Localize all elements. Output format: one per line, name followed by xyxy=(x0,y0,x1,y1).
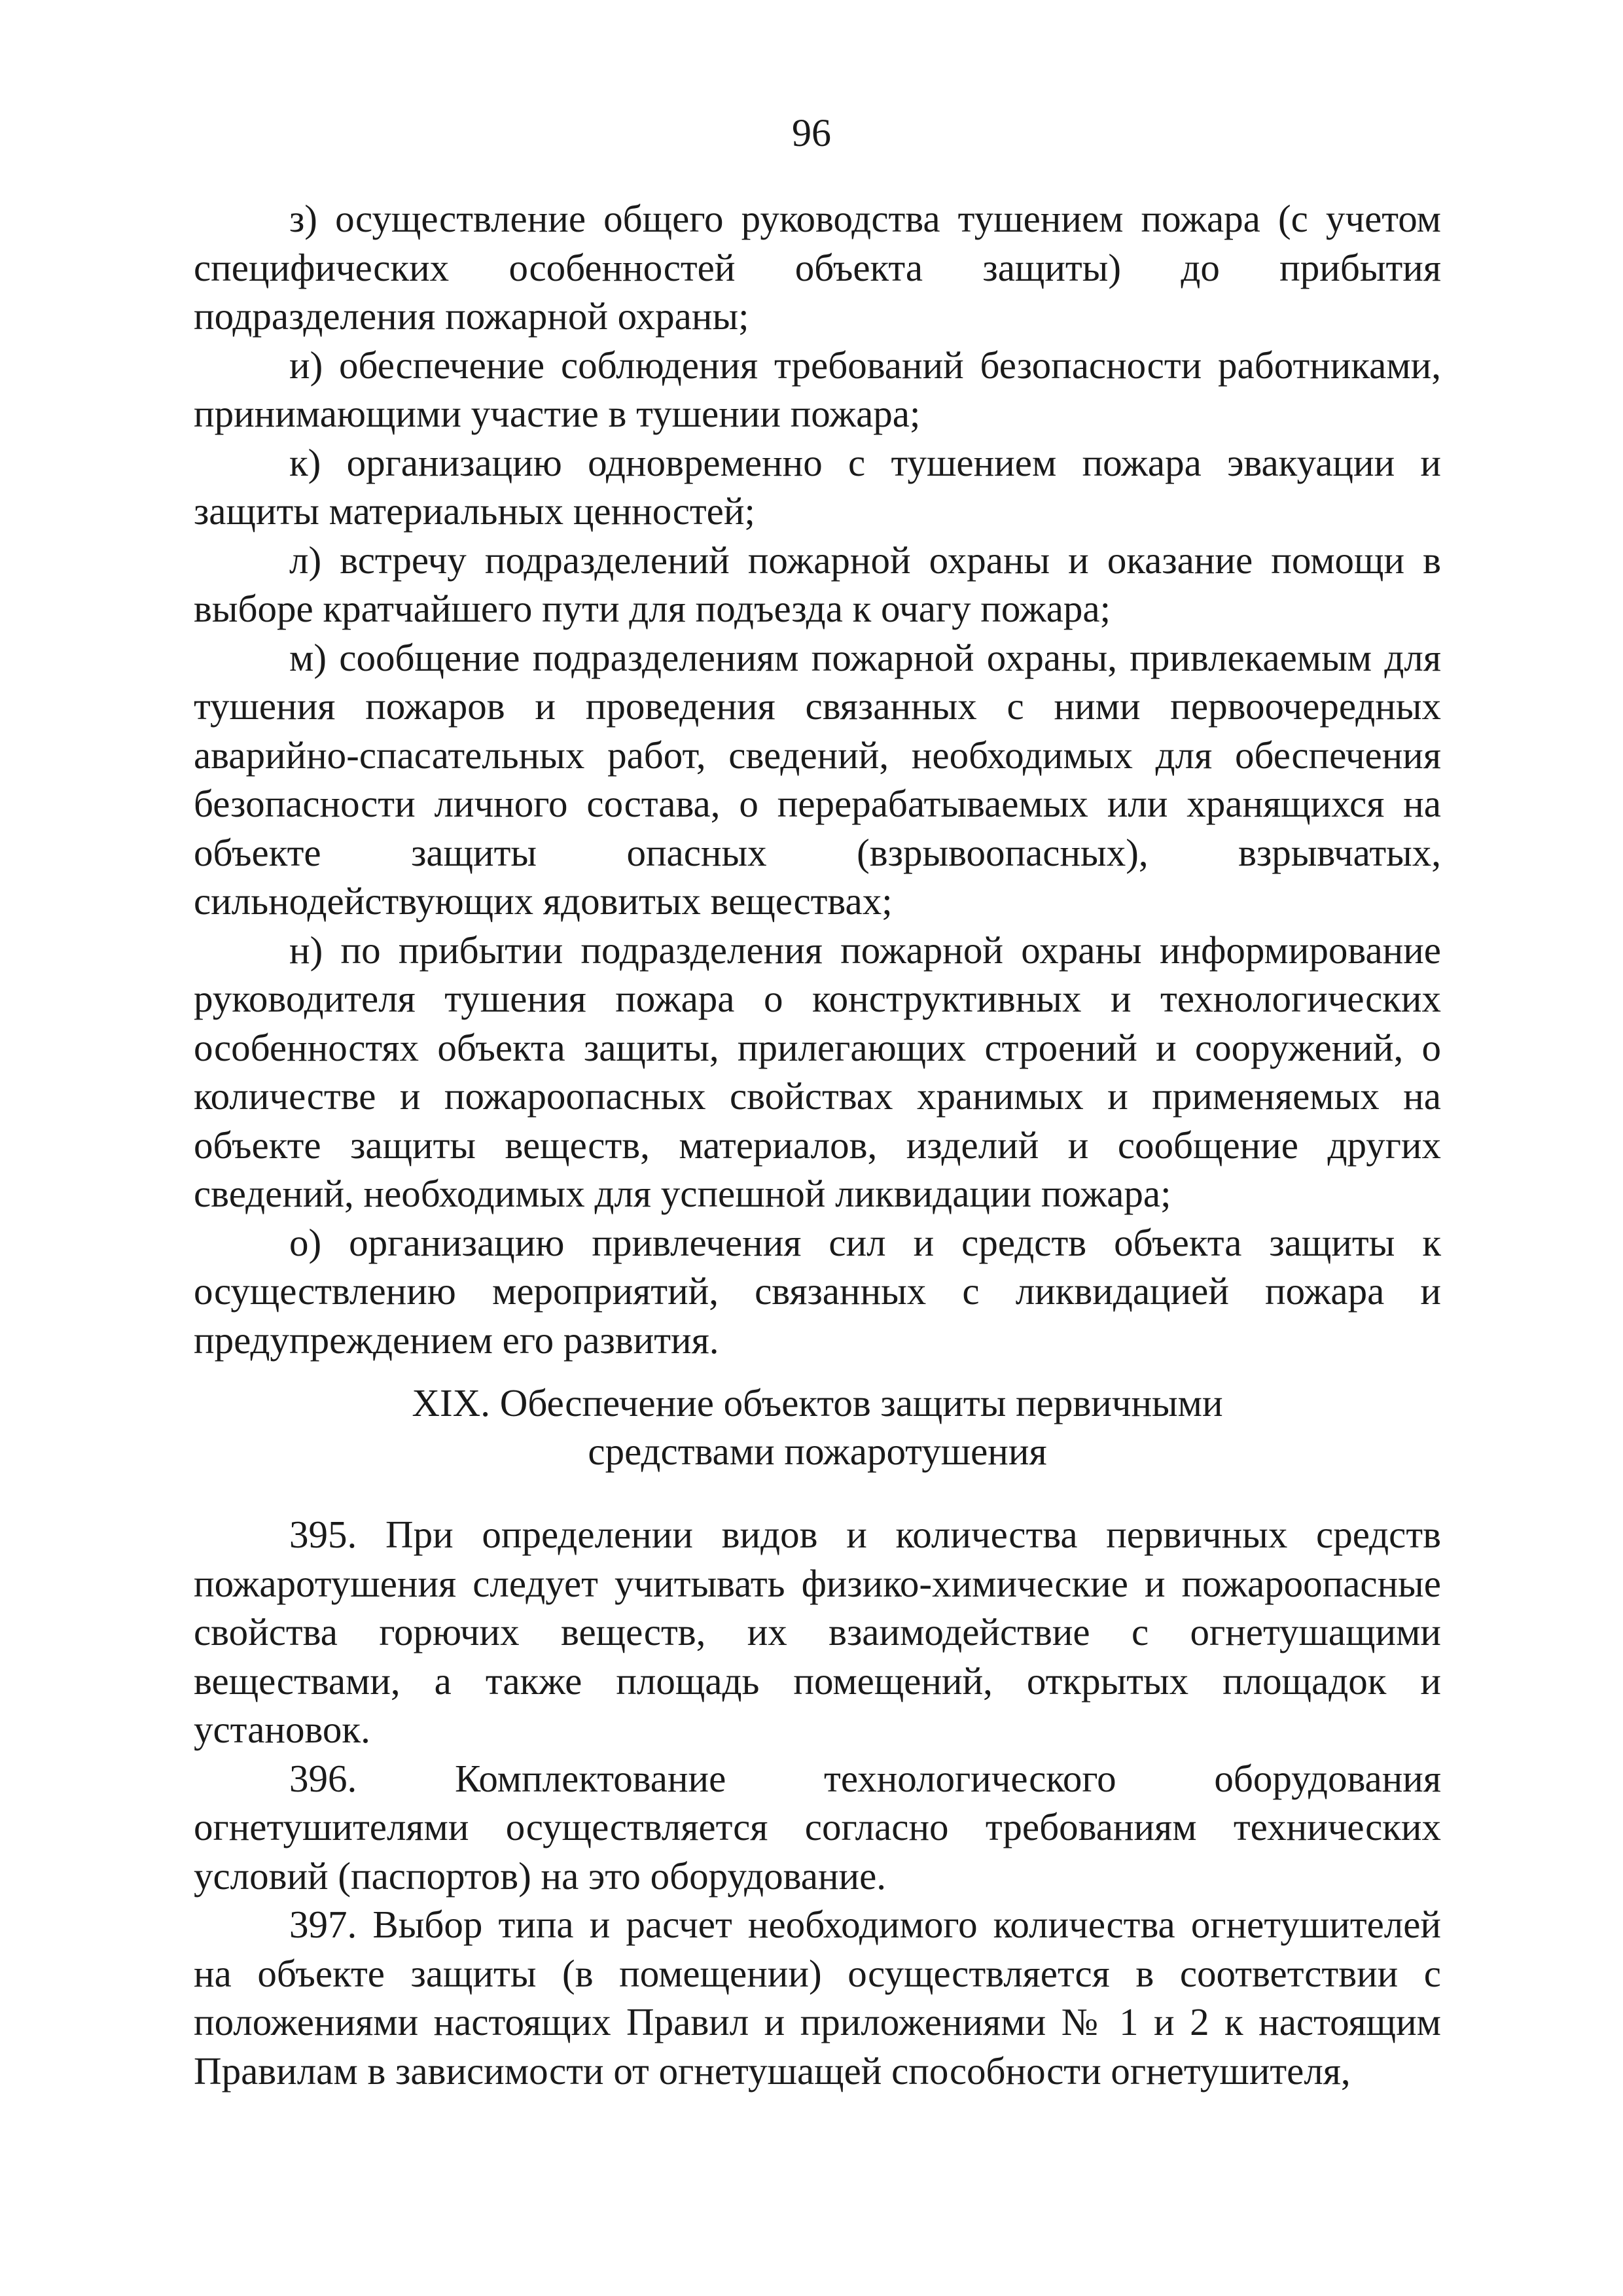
subitem-z: з) осуществление общего руководства тушением пожара (с учетом специфических особенностей объекта защиты) до прибытия подразделения пожарной охраны; xyxy=(194,197,1441,338)
section-heading-line-1: XIX. Обеспечение объектов защиты первичными xyxy=(412,1381,1223,1424)
subitem-m: м) сообщение подразделениям пожарной охраны, привлекаемым для тушения пожаров и проведения связанных с ними первоочередных аварийно-спасательных работ, сведений, необходимых для обеспечения безопасности личного состава, о перерабатываемых или хранящихся на объекте защиты опасных (взрывоопасных), взрывчатых, сильнодействующих ядовитых веществах; xyxy=(194,635,1441,923)
clause-397: 397. Выбор типа и расчет необходимого количества огнетушителей на объекте защиты (в помещении) осуществляется в соответствии с положениями настоящих Правил и приложениями № 1 и 2 к настоящим Правилам в зависимости от огнетушащей способности огнетушителя, xyxy=(194,1903,1441,2093)
subitem-l: л) встречу подразделений пожарной охраны и оказание помощи в выборе кратчайшего пути для подъезда к очагу пожара; xyxy=(194,538,1441,630)
page-body xyxy=(194,194,1441,2095)
section-heading-line-2: средствами пожаротушения xyxy=(588,1430,1047,1473)
clause-395: 395. При определении видов и количества первичных средств пожаротушения следует учитывать физико-химические и пожароопасные свойства горючих веществ, их взаимодействие с огнетушащими веществами, а также площадь помещений, открытых площадок и установок. xyxy=(194,1513,1441,1751)
section-heading xyxy=(194,1379,1441,1475)
subitem-k: к) организацию одновременно с тушением пожара эвакуации и защиты материальных ценностей; xyxy=(194,440,1441,533)
subitem-o: о) организацию привлечения сил и средств объекта защиты к осуществлению мероприятий, связанных с ликвидацией пожара и предупреждением его развития. xyxy=(194,1220,1441,1362)
clause-396: 396. Комплектование технологического оборудования огнетушителями осуществляется согласно требованиям технических условий (паспортов) на это оборудование. xyxy=(194,1756,1441,1898)
subitem-n: н) по прибытии подразделения пожарной охраны информирование руководителя тушения пожара о конструктивных и технологических особенностях объекта защиты, прилегающих строений и сооружений, о количестве и пожароопасных свойствах хранимых и применяемых на объекте защиты веществ, материалов, изделий и сообщение других сведений, необходимых для успешной ликвидации пожара; xyxy=(194,928,1441,1215)
subitem-i: и) обеспечение соблюдения требований безопасности работниками, принимающими участие в тушении пожара; xyxy=(194,343,1441,435)
page-number: 96 xyxy=(792,111,831,154)
